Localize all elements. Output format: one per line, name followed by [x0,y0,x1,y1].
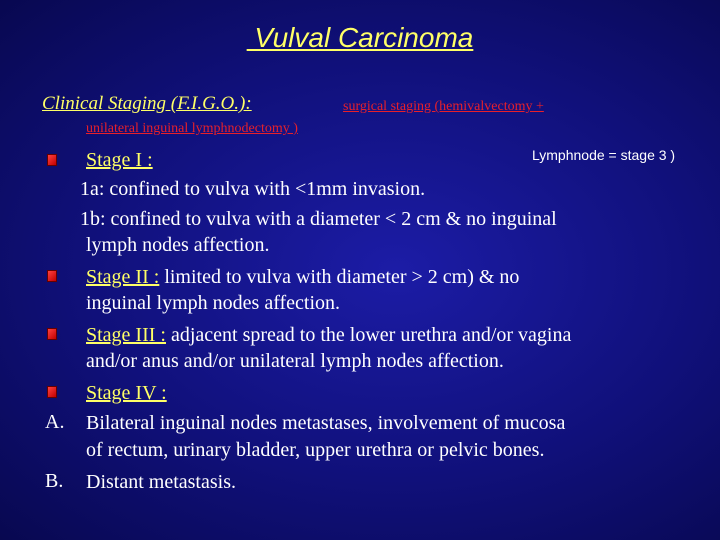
stage-3-text: adjacent spread to the lower urethra and/or vagina [165,324,572,346]
lymphnode-note: Lymphnode = stage 3 ) [532,147,676,163]
surgical-staging-note: surgical staging (hemivalvectomy + [343,99,544,114]
bullet-icon [47,154,57,166]
stage-1a-text: 1a: confined to vulva with <1mm invasion. [80,178,426,200]
item-a-text-cont: of rectum, urinary bladder, upper urethra or pelvic bones. [86,439,545,461]
stage-1b-text: 1b: confined to vulva with a diameter < 2 cm & no inguinal [80,208,557,230]
slide-title: Vulval Carcinoma [246,22,474,53]
stage-3-text-cont: and/or anus and/or unilateral lymph nodes affection. [86,350,504,372]
item-a-marker: A. [45,411,65,433]
stage-2-heading: Stage II : [86,266,160,288]
item-b-text: Distant metastasis. [86,471,236,493]
bullet-icon [47,270,57,282]
stage-2-line [86,265,519,289]
item-b-marker: B. [45,470,64,492]
stage-1b-text-cont: lymph nodes affection. [86,234,270,256]
stage-3-heading: Stage III : [86,324,166,346]
stage-1-heading: Stage I : [86,149,153,171]
subtitle: Clinical Staging (F.I.G.O.): [42,93,252,114]
surgical-staging-note-cont: unilateral inguinal lymphnodectomy ) [86,121,298,136]
stage-2-text-cont: inguinal lymph nodes affection. [86,292,341,314]
item-a-text: Bilateral inguinal nodes metastases, involvement of mucosa [86,412,566,434]
bullet-icon [47,386,57,398]
stage-4-heading: Stage IV : [86,382,167,404]
bullet-icon [47,328,57,340]
stage-3-line [86,323,571,347]
stage-2-text: limited to vulva with diameter > 2 cm) & no [159,266,520,288]
